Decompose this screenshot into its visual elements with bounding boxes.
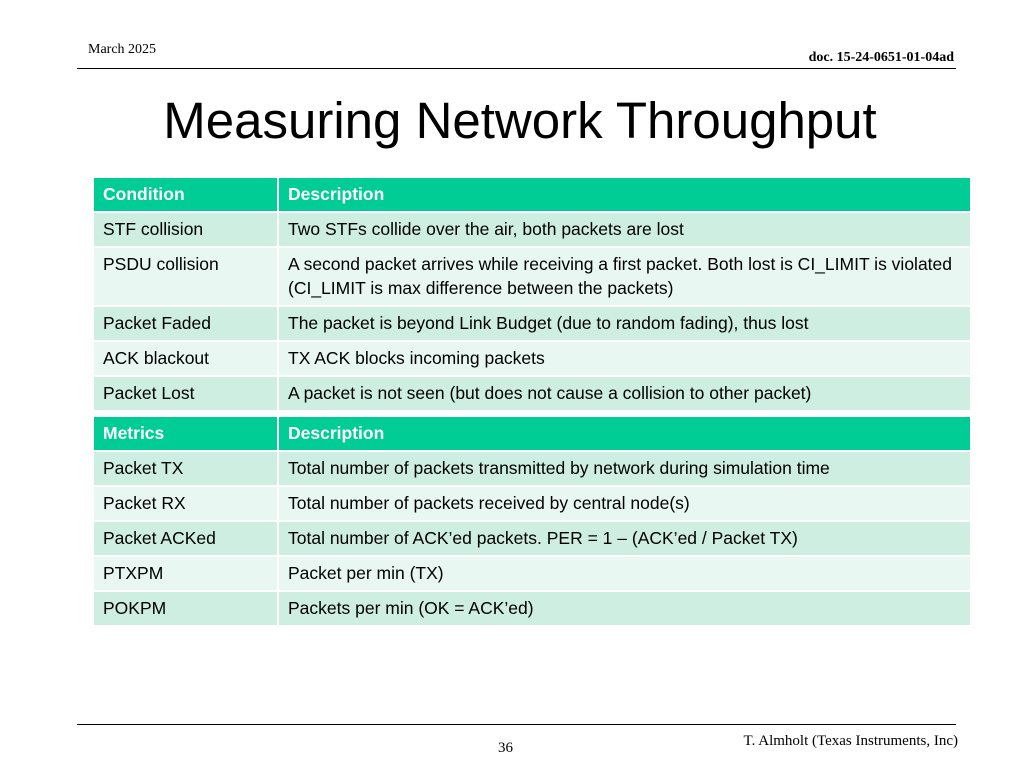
page-number: 36 (498, 740, 513, 756)
table-row (93, 591, 971, 626)
metric-cell: Packet TX (93, 451, 278, 486)
table-row (93, 247, 971, 306)
metric-cell: Packet ACKed (93, 521, 278, 556)
table-row (93, 212, 971, 247)
description-cell: Packets per min (OK = ACK’ed) (278, 591, 971, 626)
table-row (93, 451, 971, 486)
metrics-table (92, 415, 972, 627)
description-cell: Total number of packets transmitted by network during simulation time (278, 451, 971, 486)
metric-cell: POKPM (93, 591, 278, 626)
metric-cell: Packet RX (93, 486, 278, 521)
description-cell: A packet is not seen (but does not cause a collision to other packet) (278, 376, 971, 411)
table-row (93, 521, 971, 556)
column-header-metrics: Metrics (93, 416, 278, 451)
header-divider (77, 68, 956, 69)
condition-cell: STF collision (93, 212, 278, 247)
description-cell: A second packet arrives while receiving a first packet. Both lost is CI_LIMIT is violated (CI_LIMIT is max difference between the packets) (278, 247, 971, 306)
column-header-description: Description (278, 416, 971, 451)
table-row (93, 486, 971, 521)
footer-author: T. Almholt (Texas Instruments, Inc) (743, 733, 958, 749)
table-row (93, 341, 971, 376)
conditions-table (92, 176, 972, 412)
header-doc-id: doc. 15-24-0651-01-04ad (808, 50, 954, 65)
description-cell: The packet is beyond Link Budget (due to random fading), thus lost (278, 306, 971, 341)
table-row (93, 556, 971, 591)
table-header-row (93, 177, 971, 212)
table-row (93, 376, 971, 411)
slide-title: Measuring Network Throughput (163, 92, 877, 149)
table-header-row (93, 416, 971, 451)
condition-cell: Packet Faded (93, 306, 278, 341)
column-header-condition: Condition (93, 177, 278, 212)
condition-cell: PSDU collision (93, 247, 278, 306)
column-header-description: Description (278, 177, 971, 212)
table-row (93, 306, 971, 341)
description-cell: TX ACK blocks incoming packets (278, 341, 971, 376)
description-cell: Total number of packets received by central node(s) (278, 486, 971, 521)
description-cell: Two STFs collide over the air, both packets are lost (278, 212, 971, 247)
footer-divider (77, 724, 956, 725)
condition-cell: ACK blackout (93, 341, 278, 376)
metric-cell: PTXPM (93, 556, 278, 591)
header-date: March 2025 (88, 42, 157, 57)
description-cell: Total number of ACK’ed packets. PER = 1 – (ACK’ed / Packet TX) (278, 521, 971, 556)
condition-cell: Packet Lost (93, 376, 278, 411)
description-cell: Packet per min (TX) (278, 556, 971, 591)
